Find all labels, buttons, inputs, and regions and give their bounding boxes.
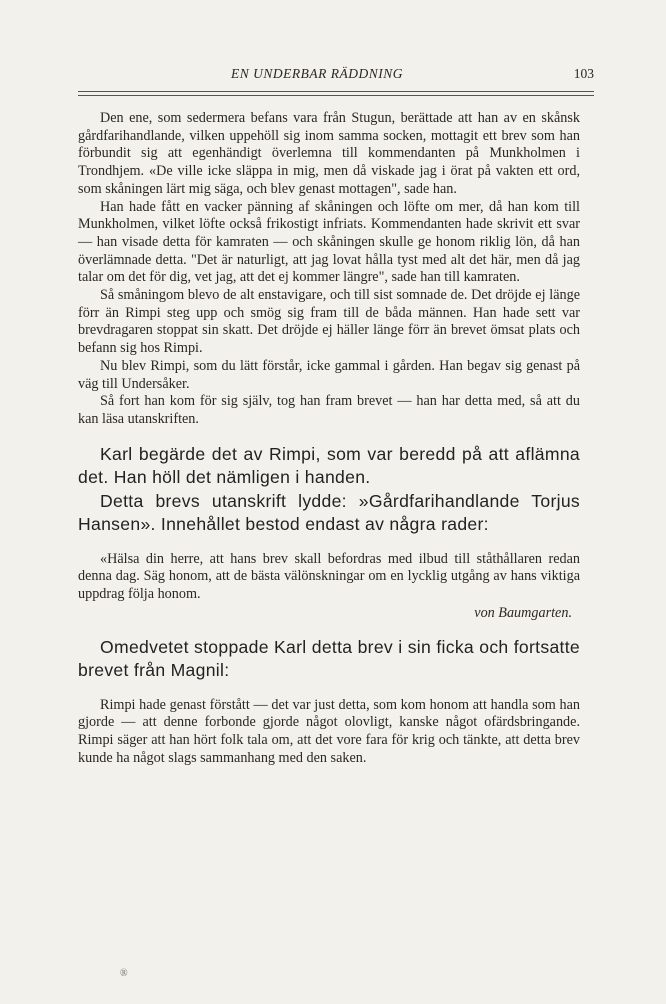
- body-text: [78, 110, 580, 768]
- spacer: [78, 537, 580, 551]
- emphasis-paragraph: Karl begärde det av Rimpi, som var beredd på att aflämna det. Han höll det nämligen i handen.: [78, 443, 580, 488]
- footer-mark: ®: [120, 968, 128, 979]
- running-title: EN UNDERBAR RÄDDNING: [231, 66, 403, 81]
- spacer: [78, 622, 580, 636]
- closing-paragraph: Rimpi hade genast förstått — det var just detta, som kom honom att handla som han gjorde — att denne forbonde gjorde något olovligt, kanske något ofärdsbringande. Rimpi säger att han hört folk tala om, att det vore fara för krig och tänkte, att detta brev kunde ha något slags sammanhang med den saken.: [78, 696, 580, 766]
- page-header: [78, 64, 594, 86]
- letter-text: «Hälsa din herre, att hans brev skall befordras med ilbud till ståthållaren redan denna dag. Säg honom, att de bästa välönskningar om en lycklig utgång av hans viktiga uppdrag följa honom.: [78, 550, 580, 603]
- page-number: 103: [573, 66, 594, 81]
- paragraph: Han hade fått en vacker pänning af skåningen och löfte om mer, då han kom till Munkholmen, vilket löfte också frikostigt infriats. Kommendanten hade skrivit ett svar — han visade detta för kamraten — och skåningen skulle ge honom riklig lön, då han överlämnade detta. "Det är naturligt, att jag lovat hålla tyst med alt det här, men då jag talar om det för dig, vet jag, att det ej kommer längre", sade han till kamraten.: [78, 198, 580, 286]
- emphasis-paragraph: Omedvetet stoppade Karl detta brev i sin ficka och fortsatte brevet från Magnil:: [78, 636, 580, 681]
- paragraph: Så småningom blevo de alt enstavigare, och till sist somnade de. Det dröjde ej länge förr än Rimpi steg upp och smög sig fram till de båda männen. Han hade sett var brevdragaren stoppat sin skatt. Det dröjde ej häller länge förr än brevet ömsat plats och befann sig hos Rimpi.: [78, 287, 580, 357]
- spacer: [78, 683, 580, 697]
- paragraph: Så fort han kom för sig själv, tog han fram brevet — han har detta med, så att du kan läsa utanskriften.: [78, 393, 580, 427]
- paragraph: Nu blev Rimpi, som du lätt förstår, icke gammal i gården. Han begav sig genast på väg till Undersåker.: [78, 357, 580, 392]
- header-rule: [78, 91, 594, 96]
- paragraph: Den ene, som sedermera befans vara från Stugun, berättade att han av en skånsk gårdfarihandlande, vilken uppehöll sig inom samma socken, mottagit ett brev som han förbundit sig att egenhändigt överlemna till kommendanten på Munkholmen i Trondhjem. «De ville icke släppa in mig, men då viskade jag i örat på vakten ett ord, som skåningen lärt mig säga, och blev genast mottagen", sade han.: [78, 110, 580, 197]
- spacer: [78, 429, 580, 443]
- letter-signature: von Baumgarten.: [474, 604, 572, 621]
- emphasis-paragraph: Detta brevs utanskrift lydde: »Gårdfarihandlande Torjus Hansen». Innehållet bestod endast av några rader:: [78, 490, 580, 535]
